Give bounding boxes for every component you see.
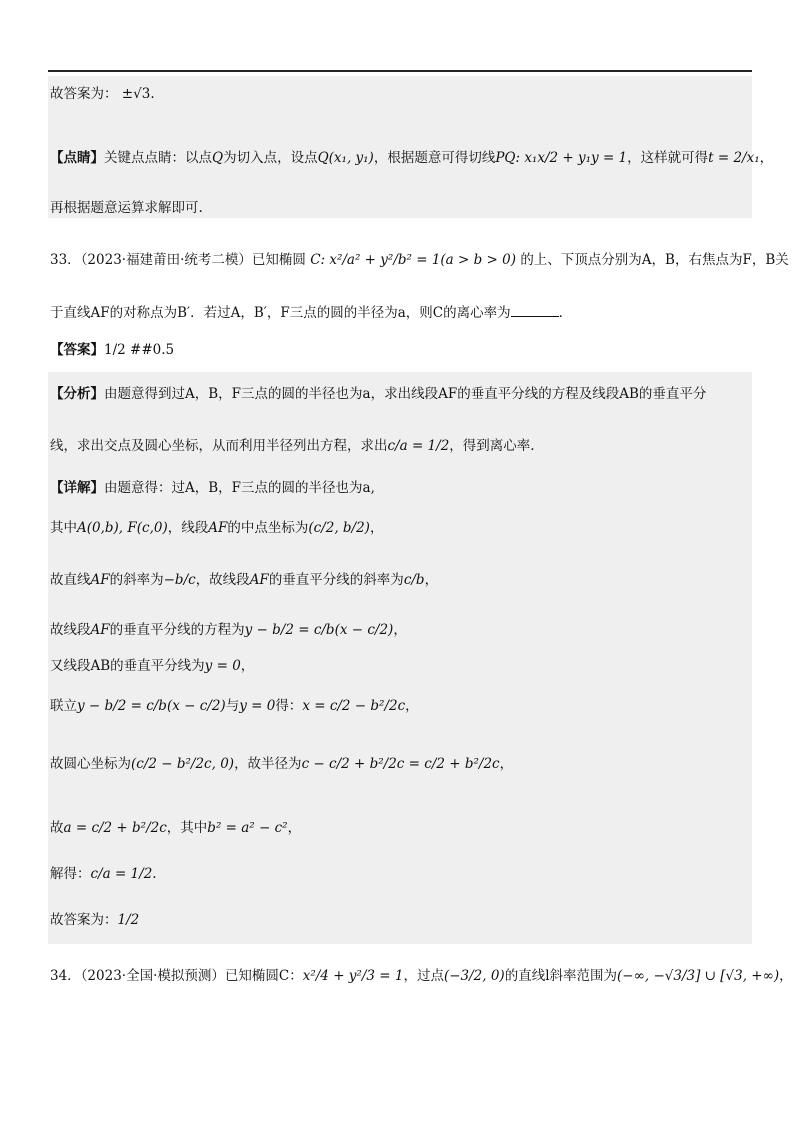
q33-detail-line-5: 又线段AB的垂直平分线为y = 0， <box>50 658 255 674</box>
q33-analysis-line-1: 【分析】由题意得到过A，B，F三点的圆的半径也为a，求出线段AF的垂直平分线的方程及线段AB的垂直平分 <box>50 386 707 402</box>
q33-ellipse-equation: C: x²/a² + y²/b² = 1(a > b > 0) <box>310 252 517 268</box>
answer-blank <box>511 302 559 317</box>
q33-detail-line-3: 故直线AF的斜率为−b/c，故线段AF的垂直平分线的斜率为c/b， <box>50 572 439 588</box>
q33-answer-line: 【答案】1/2 ##0.5 <box>50 342 175 358</box>
q33-final-answer-line: 故答案为：1/2 <box>50 912 140 928</box>
q33-final-answer-value: 1/2 <box>117 912 140 928</box>
q33-detail-line-9: 解得：c/a = 1/2. <box>50 866 157 882</box>
header-rule <box>48 70 752 72</box>
q34-stem-line-1: 34．（2023·全国·模拟预测）已知椭圆C：x²/4 + y²/3 = 1，过点(−3/2, 0)的直线l斜率范围为(−∞, −√3/3] ∪ [√3, +∞)， <box>50 968 793 984</box>
q34-slope-range: (−∞, −√3/3] ∪ [√3, +∞) <box>617 968 780 984</box>
prev-note-line-2: 再根据题意运算求解即可. <box>50 200 203 216</box>
q33-stem-line-2: 于直线AF的对称点为B′．若过A，B′，F三点的圆的半径为a，则C的离心率为 ． <box>50 302 572 323</box>
q33-detail-line-1: 【详解】由题意得：过A，B，F三点的圆的半径也为a, <box>50 480 375 496</box>
q34-ellipse-equation: x²/4 + y²/3 = 1 <box>302 968 404 984</box>
prev-answer-value: ±√3 <box>121 86 151 102</box>
q33-detail-line-8: 故a = c/2 + b²/2c，其中b² = a² − c²， <box>50 820 302 836</box>
q33-stem-line-1: 33．（2023·福建莆田·统考二模）已知椭圆 C: x²/a² + y²/b² = 1(a > b > 0) 的上、下顶点分别为A，B，右焦点为F，B关 <box>50 252 789 268</box>
q33-answer-value: 1/2 ##0.5 <box>104 342 175 358</box>
prev-answer-line: 故答案为： ±√3. <box>50 86 155 102</box>
q33-detail-line-7: 故圆心坐标为(c/2 − b²/2c, 0)，故半径为c − c/2 + b²/2c = c/2 + b²/2c， <box>50 756 514 772</box>
prev-note-line: 【点睛】关键点点睛：以点Q为切入点，设点Q(x₁, y₁)，根据题意可得切线PQ: x₁x/2 + y₁y = 1，这样就可得t = 2/x₁， <box>50 150 774 166</box>
q33-detail-line-6: 联立y − b/2 = c/b(x − c/2)与y = 0得：x = c/2 − b²/2c， <box>50 698 419 714</box>
q33-analysis-line-2: 线，求出交点及圆心坐标，从而利用半径列出方程，求出c/a = 1/2，得到离心率. <box>50 438 535 454</box>
q33-detail-line-4: 故线段AF的垂直平分线的方程为y − b/2 = c/b(x − c/2)， <box>50 622 407 638</box>
q33-detail-line-2: 其中A(0,b), F(c,0)，线段AF的中点坐标为(c/2, b/2)， <box>50 520 384 536</box>
